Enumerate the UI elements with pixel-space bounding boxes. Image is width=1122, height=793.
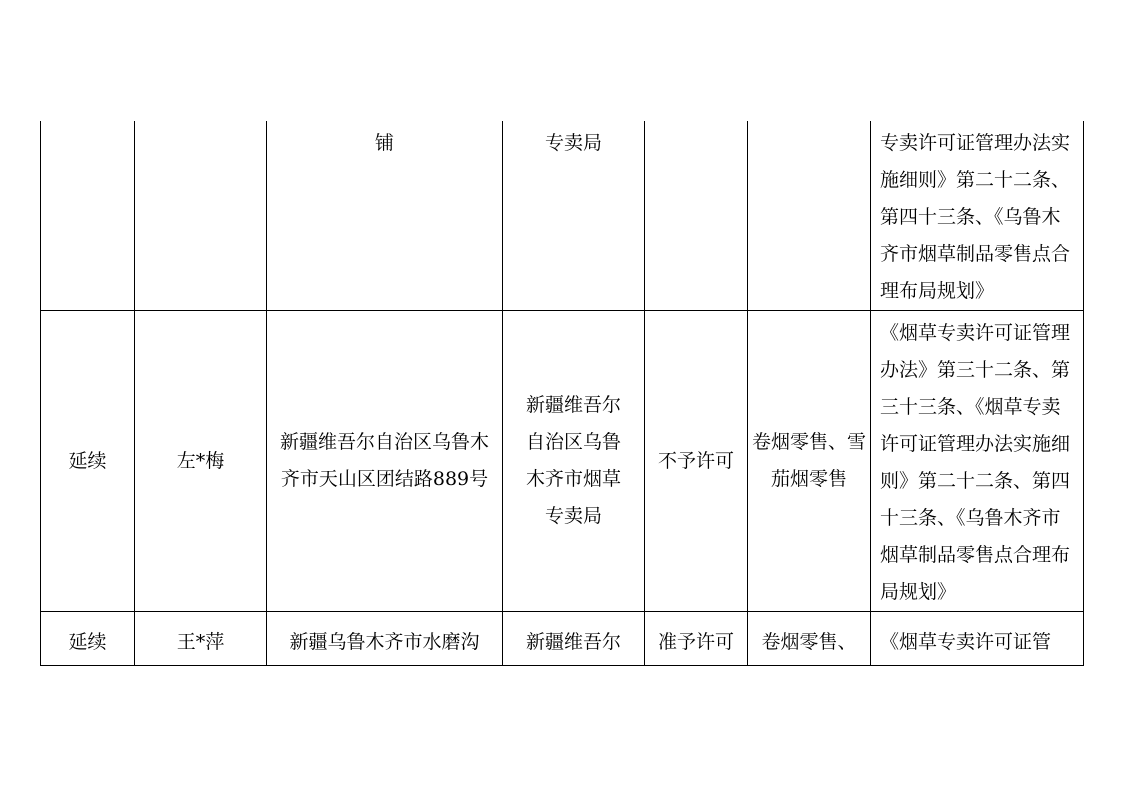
cell-type: 延续 bbox=[41, 311, 135, 612]
cell-basis: 《烟草专卖许可证管 bbox=[871, 612, 1084, 666]
cell-authority: 新疆维吾尔 bbox=[503, 612, 645, 666]
cell-scope: 卷烟零售、雪茄烟零售 bbox=[748, 311, 871, 612]
cell-decision: 不予许可 bbox=[645, 311, 748, 612]
table-row bbox=[41, 121, 1084, 311]
cell-scope bbox=[748, 121, 871, 311]
table-row bbox=[41, 311, 1084, 612]
cell-address: 铺 bbox=[267, 121, 503, 311]
cell-decision: 准予许可 bbox=[645, 612, 748, 666]
cell-type: 延续 bbox=[41, 612, 135, 666]
cell-scope: 卷烟零售、 bbox=[748, 612, 871, 666]
table-row bbox=[41, 612, 1084, 666]
cell-authority: 新疆维吾尔自治区乌鲁木齐市烟草专卖局 bbox=[503, 311, 645, 612]
cell-basis: 专卖许可证管理办法实施细则》第二十二条、第四十三条、《乌鲁木齐市烟草制品零售点合理布局规划》 bbox=[871, 121, 1084, 311]
permit-table bbox=[40, 121, 1084, 666]
cell-authority: 专卖局 bbox=[503, 121, 645, 311]
cell-address: 新疆维吾尔自治区乌鲁木齐市天山区团结路889号 bbox=[267, 311, 503, 612]
cell-decision bbox=[645, 121, 748, 311]
cell-basis: 《烟草专卖许可证管理办法》第三十二条、第三十三条、《烟草专卖许可证管理办法实施细则》第二十二条、第四十三条、《乌鲁木齐市烟草制品零售点合理布局规划》 bbox=[871, 311, 1084, 612]
cell-type bbox=[41, 121, 135, 311]
cell-address: 新疆乌鲁木齐市水磨沟 bbox=[267, 612, 503, 666]
cell-name bbox=[135, 121, 267, 311]
cell-name: 左*梅 bbox=[135, 311, 267, 612]
cell-name: 王*萍 bbox=[135, 612, 267, 666]
